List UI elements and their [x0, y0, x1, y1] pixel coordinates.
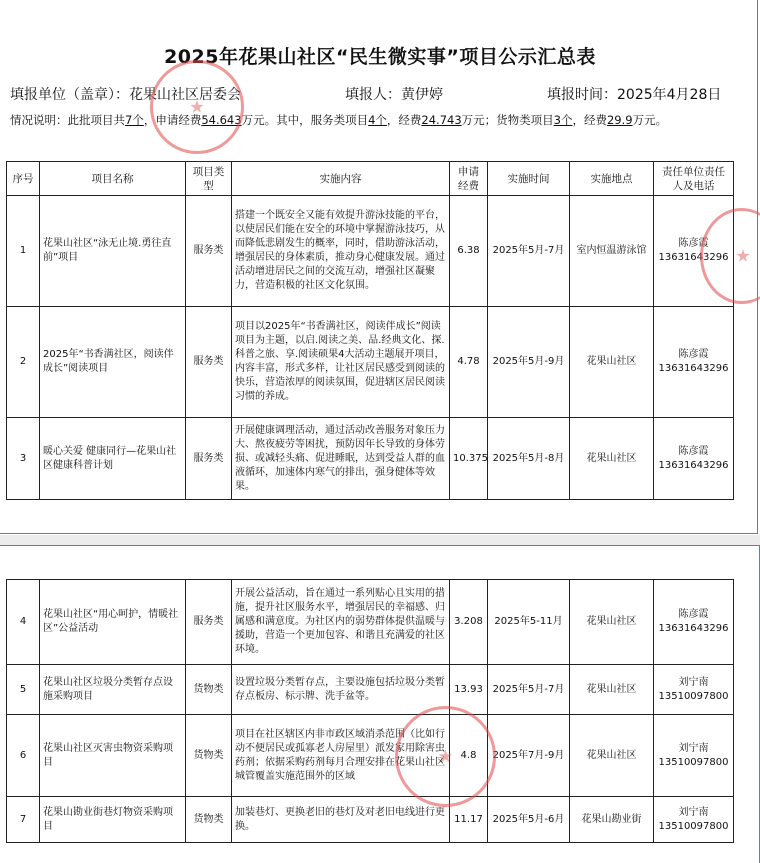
table-row	[7, 715, 734, 797]
summary-text: 情况说明：此批项目共	[10, 113, 125, 127]
row-place: 花果山社区	[570, 665, 654, 715]
col-header-no: 序号	[7, 162, 40, 196]
filling-unit: 填报单位（盖章）：花果山社区居委会	[10, 87, 241, 103]
row-name: 2025年“书香满社区，阅读伴成长”阅读项目	[40, 307, 186, 418]
col-header-contact: 责任单位责任人及电话	[654, 162, 734, 196]
contact-phone: 13510097800	[658, 820, 729, 832]
row-fee: 10.375	[450, 418, 488, 500]
col-header-type: 项目类型	[186, 162, 232, 196]
summary-service-count: 4个	[368, 113, 387, 127]
row-contact	[654, 580, 734, 665]
row-name: 花果山社区灭害虫物资采购项目	[40, 715, 186, 797]
contact-name: 陈彦霞	[678, 349, 709, 360]
row-content: 项目以2025年“书香满社区，阅读伴成长”阅读项目为主题，以启.阅读之美、品.经典文化、探.科普之旅、享.阅读硕果4大活动主题展开项目，内容丰富，形式多样，让社区居民感受到阅读的快乐，营造浓厚的阅读氛围，促进辖区居民阅读习惯的养成。	[232, 307, 450, 418]
row-type: 货物类	[186, 665, 232, 715]
row-no: 5	[7, 665, 40, 715]
row-no: 2	[7, 307, 40, 418]
row-no: 1	[7, 196, 40, 307]
row-place: 花果山社区	[570, 307, 654, 418]
row-no: 6	[7, 715, 40, 797]
row-fee: 11.17	[450, 797, 488, 843]
row-place: 花果山社区	[570, 418, 654, 500]
row-type: 货物类	[186, 715, 232, 797]
summary-goods-fee: 29.9	[606, 113, 633, 127]
row-contact	[654, 418, 734, 500]
table-row	[7, 307, 734, 418]
col-header-time: 实施时间	[488, 162, 570, 196]
table-header-row	[7, 162, 734, 196]
row-name: 花果山勘业街巷灯物资采购项目	[40, 797, 186, 843]
row-type: 货物类	[186, 797, 232, 843]
row-place: 花果山勘业街	[570, 797, 654, 843]
row-time: 2025年7月-9月	[488, 715, 570, 797]
col-header-place: 实施地点	[570, 162, 654, 196]
summary-text: ，经费	[386, 113, 422, 127]
contact-phone: 13510097800	[658, 690, 729, 702]
summary-note	[10, 112, 730, 129]
contact-name: 刘宁南	[678, 742, 709, 754]
contact-name: 刘宁南	[678, 676, 709, 688]
contact-phone: 13631643296	[658, 623, 729, 634]
row-contact	[654, 665, 734, 715]
row-place: 室内恒温游泳馆	[570, 196, 654, 307]
filler-name: 填报人：黄伊婷	[345, 87, 443, 103]
summary-text: 万元。其中，服务类项目	[241, 113, 369, 127]
row-fee: 3.208	[450, 580, 488, 665]
summary-text: ，经费	[572, 113, 607, 127]
row-content: 开展公益活动，旨在通过一系列贴心且实用的措施，提升社区服务水平，增强居民的幸福感、归属感和满意度。为社区内的弱势群体提供温暖与援助，营造一个更加包容、和谐且充满爱的社区环境。	[232, 580, 450, 665]
row-fee: 6.38	[450, 196, 488, 307]
row-time: 2025年5-11月	[488, 580, 570, 665]
table-row	[7, 418, 734, 500]
row-name: 暖心关爱 健康同行—花果山社区健康科普计划	[40, 418, 186, 500]
document-title: 2025年花果山社区“民生微实事”项目公示汇总表	[164, 46, 596, 68]
table-row	[7, 580, 734, 665]
contact-name: 刘宁南	[678, 806, 709, 818]
official-seal-stamp	[395, 706, 496, 807]
summary-service-fee: 24.743	[421, 113, 462, 127]
table-row	[7, 797, 734, 843]
summary-text: ，申请经费	[143, 113, 202, 127]
contact-name: 陈彦霞	[678, 445, 709, 457]
table-row	[7, 196, 734, 307]
contact-phone: 13510097800	[658, 756, 729, 768]
row-place: 花果山社区	[570, 580, 654, 665]
project-table-page-1	[6, 161, 734, 500]
row-type: 服务类	[186, 196, 232, 307]
row-time: 2025年5月-8月	[488, 418, 570, 500]
contact-phone: 13631643296	[658, 363, 729, 374]
row-content: 开展健康调理活动，通过活动改善服务对象压力大、熬夜疲劳等困扰，预防因年长导致的身体劳损、或减轻头痛、促进睡眠，达到受益人群的血液循环，加速体内寒气的排出，强身健体等效果。	[232, 418, 450, 500]
row-content: 搭建一个既安全又能有效提升游泳技能的平台，以使居民们能在安全的环境中掌握游泳技巧，从而降低悲剧发生的概率，同时，借助游泳活动，增强居民的身体素质，推动身心健康发展。通过活动增进居民之间的交流互动，增强社区凝聚力，营造积极的社区文化氛围。	[232, 196, 450, 307]
summary-text: 万元；货物类项目	[461, 113, 554, 127]
row-contact	[654, 307, 734, 418]
row-content: 设置垃圾分类暂存点，主要设施包括垃圾分类暂存点板房、标示牌、洗手盆等。	[232, 665, 450, 715]
contact-name: 陈彦霞	[678, 609, 709, 620]
row-no: 3	[7, 418, 40, 500]
col-header-name: 项目名称	[40, 162, 186, 196]
row-time: 2025年5月-7月	[488, 196, 570, 307]
row-fee: 4.8	[450, 715, 488, 797]
page-gap	[0, 535, 760, 545]
row-content: 加装巷灯、更换老旧的巷灯及对老旧电线进行更换。	[232, 797, 450, 843]
summary-goods-count: 3个	[553, 113, 573, 127]
row-contact	[654, 797, 734, 843]
summary-total-fee: 54.643	[201, 113, 242, 127]
col-header-content: 实施内容	[232, 162, 450, 196]
row-place: 花果山社区	[570, 715, 654, 797]
row-type: 服务类	[186, 418, 232, 500]
summary-text: 万元。	[632, 113, 668, 127]
row-fee: 13.93	[450, 665, 488, 715]
row-time: 2025年5月-6月	[488, 797, 570, 843]
table-row	[7, 665, 734, 715]
row-name: 花果山社区“泳无止境.勇往直前”项目	[40, 196, 186, 307]
row-contact	[654, 715, 734, 797]
row-type: 服务类	[186, 307, 232, 418]
row-no: 7	[7, 797, 40, 843]
official-seal-stamp	[150, 60, 244, 154]
contact-phone: 13631643296	[658, 459, 729, 471]
contact-phone: 13631643296	[658, 252, 729, 263]
filling-date: 填报时间：2025年4月28日	[547, 87, 722, 103]
summary-total-count: 7个	[125, 113, 144, 127]
row-no: 4	[7, 580, 40, 665]
page-2	[0, 545, 760, 863]
row-content: 项目在社区辖区内非市政区域消杀范围（比如行动不便居民或孤寡老人房屋里）派发家用除害虫药剂；依据采购药剂每月合理安排在花果山社区城管覆盖实施范围外的区域	[232, 715, 450, 797]
col-header-fee: 申请经费	[450, 162, 488, 196]
row-name: 花果山社区垃圾分类暂存点设施采购项目	[40, 665, 186, 715]
project-table-page-2	[6, 579, 734, 843]
row-type: 服务类	[186, 580, 232, 665]
row-name: 花果山社区“用心呵护，情暖社区”公益活动	[40, 580, 186, 665]
contact-name: 陈彦霞	[678, 238, 709, 249]
row-time: 2025年5月-9月	[488, 307, 570, 418]
row-time: 2025年5月-7月	[488, 665, 570, 715]
row-fee: 4.78	[450, 307, 488, 418]
